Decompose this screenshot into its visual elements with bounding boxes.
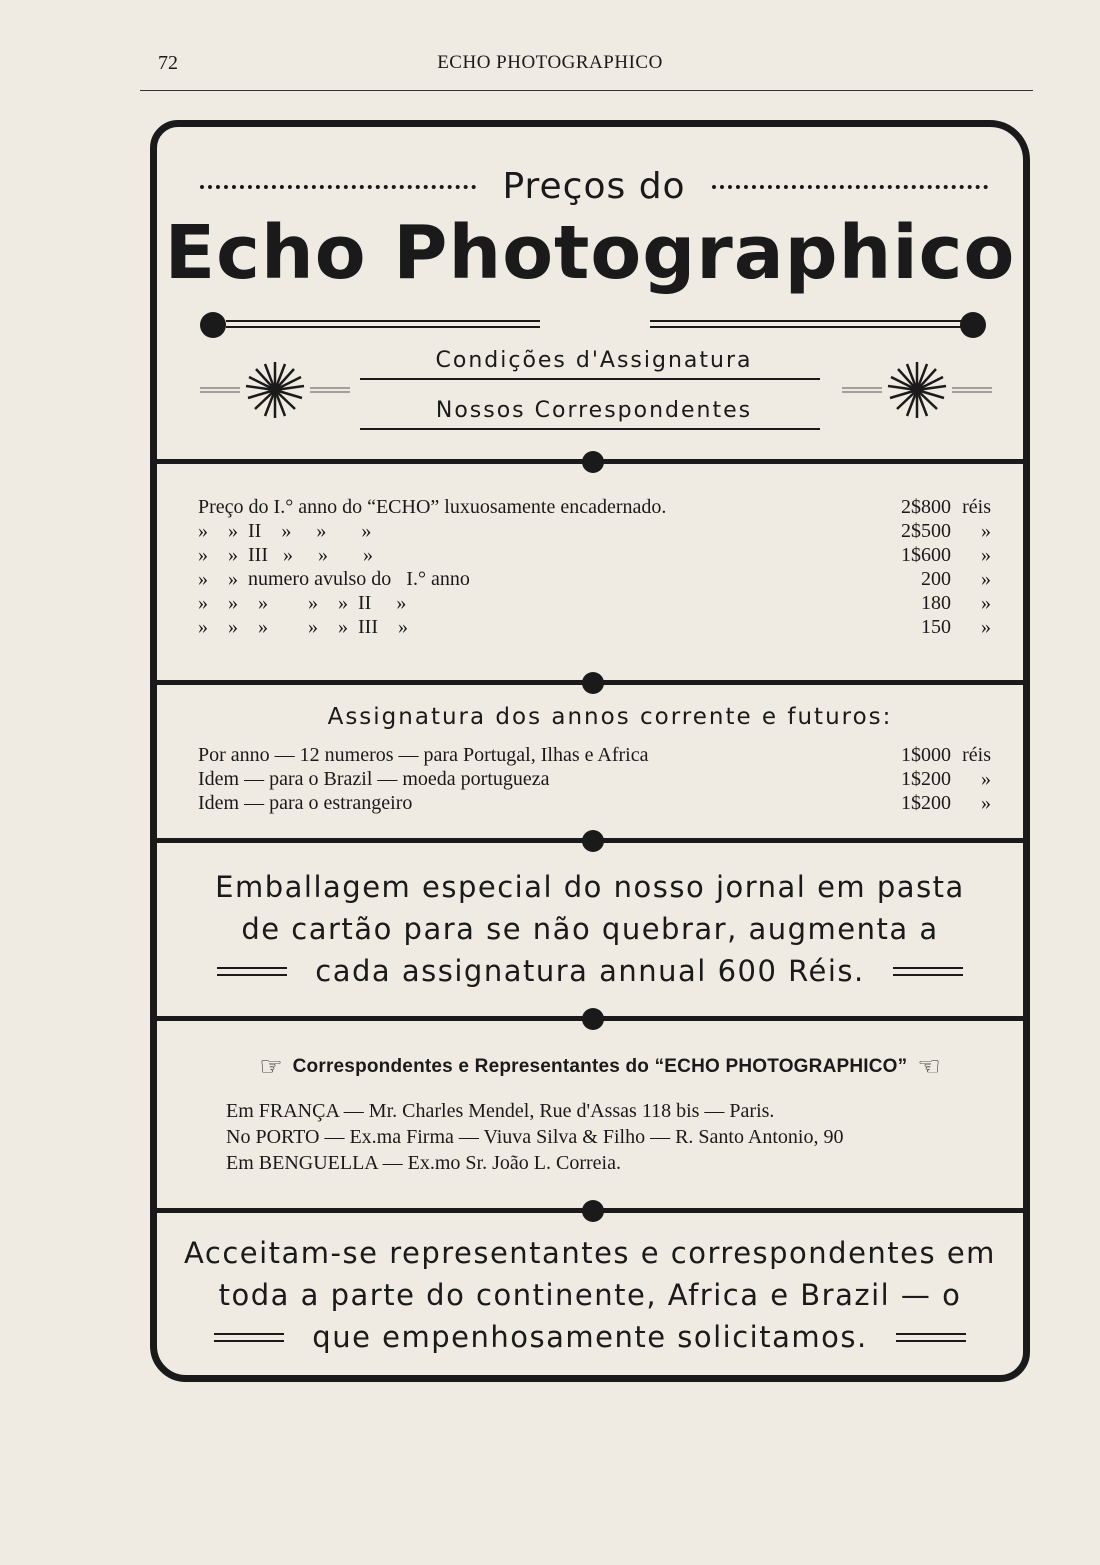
table-row: Por anno — 12 numeros — para Portugal, Ilhas e Africa 1$000 réis [198,744,991,766]
packaging-line-1: Emballagem especial do nosso jornal em pasta [215,870,965,904]
correspondent-france: Em FRANÇA — Mr. Charles Mendel, Rue d'Assas 118 bis — Paris. [226,1100,775,1122]
pointing-hand-icon: ☞ [259,1052,283,1081]
correspondent-porto: No PORTO — Ex.ma Firma — Viuva Silva & Filho — R. Santo Antonio, 90 [226,1126,844,1148]
dotted-leader-right [712,185,988,189]
table-row: Preço do I.° anno do “ECHO” luxuosamente encadernado. 2$800 réis [198,496,991,518]
double-rule-left [226,320,540,328]
page-number: 72 [158,52,178,74]
correspondents-heading: Nossos Correspondentes [435,398,753,423]
masthead-title: Echo Photographico [164,210,1016,296]
table-row: Idem — para o estrangeiro 1$200 » [198,792,991,814]
correspondents-heading-line [200,1052,1000,1082]
sunburst-ornament-left [200,358,350,418]
table-row: » » II » » » 2$500 » [198,520,991,542]
correspondents-underline [360,428,820,430]
divider-ornament [582,1008,604,1030]
table-row: » » » » » III » 150 » [198,616,991,638]
conditions-underline [360,378,820,380]
double-dash-right [896,1333,966,1342]
subscription-heading: Assignatura dos annos corrente e futuros: [327,704,893,730]
correspondents-title: Correspondentes e Representantes do “ECHO PHOTOGRAPHICO” [292,1056,908,1077]
double-dash-left [214,1333,284,1342]
conditions-heading: Condições d'Assignatura [435,348,753,373]
precos-do: Preços do [502,166,686,207]
ornament-ball-right [960,312,986,338]
table-row: » » III » » » 1$600 » [198,544,991,566]
closing-line-1: Acceitam-se representantes e correspondentes em [184,1236,996,1270]
precos-line [200,166,988,207]
divider-ornament [582,451,604,473]
table-row: » » numero avulso do I.° anno 200 » [198,568,991,590]
running-title: ECHO PHOTOGRAPHICO [437,52,663,73]
ornament-ball-left [200,312,226,338]
closing-line-3: que empenhosamente solicitamos. [312,1320,868,1354]
divider-ornament [582,830,604,852]
closing-line-3-wrap [160,1320,1020,1354]
table-row: Idem — para o Brazil — moeda portugueza 1$200 » [198,768,991,790]
packaging-line-3-wrap [160,954,1020,988]
dotted-leader-left [200,185,476,189]
pointing-hand-icon: ☜ [917,1052,941,1081]
sunburst-ornament-right [842,358,992,418]
packaging-line-3: cada assignatura annual 600 Réis. [315,954,865,988]
closing-line-2: toda a parte do continente, Africa e Brazil — o [218,1278,962,1312]
double-dash-left [217,967,287,976]
divider-ornament [582,1200,604,1222]
table-row: » » » » » II » 180 » [198,592,991,614]
double-dash-right [893,967,963,976]
double-rule-right [650,320,962,328]
header-rule [140,90,1033,91]
packaging-line-2: de cartão para se não quebrar, augmenta a [241,912,939,946]
correspondent-benguella: Em BENGUELLA — Ex.mo Sr. João L. Correia. [226,1152,621,1174]
divider-ornament [582,672,604,694]
